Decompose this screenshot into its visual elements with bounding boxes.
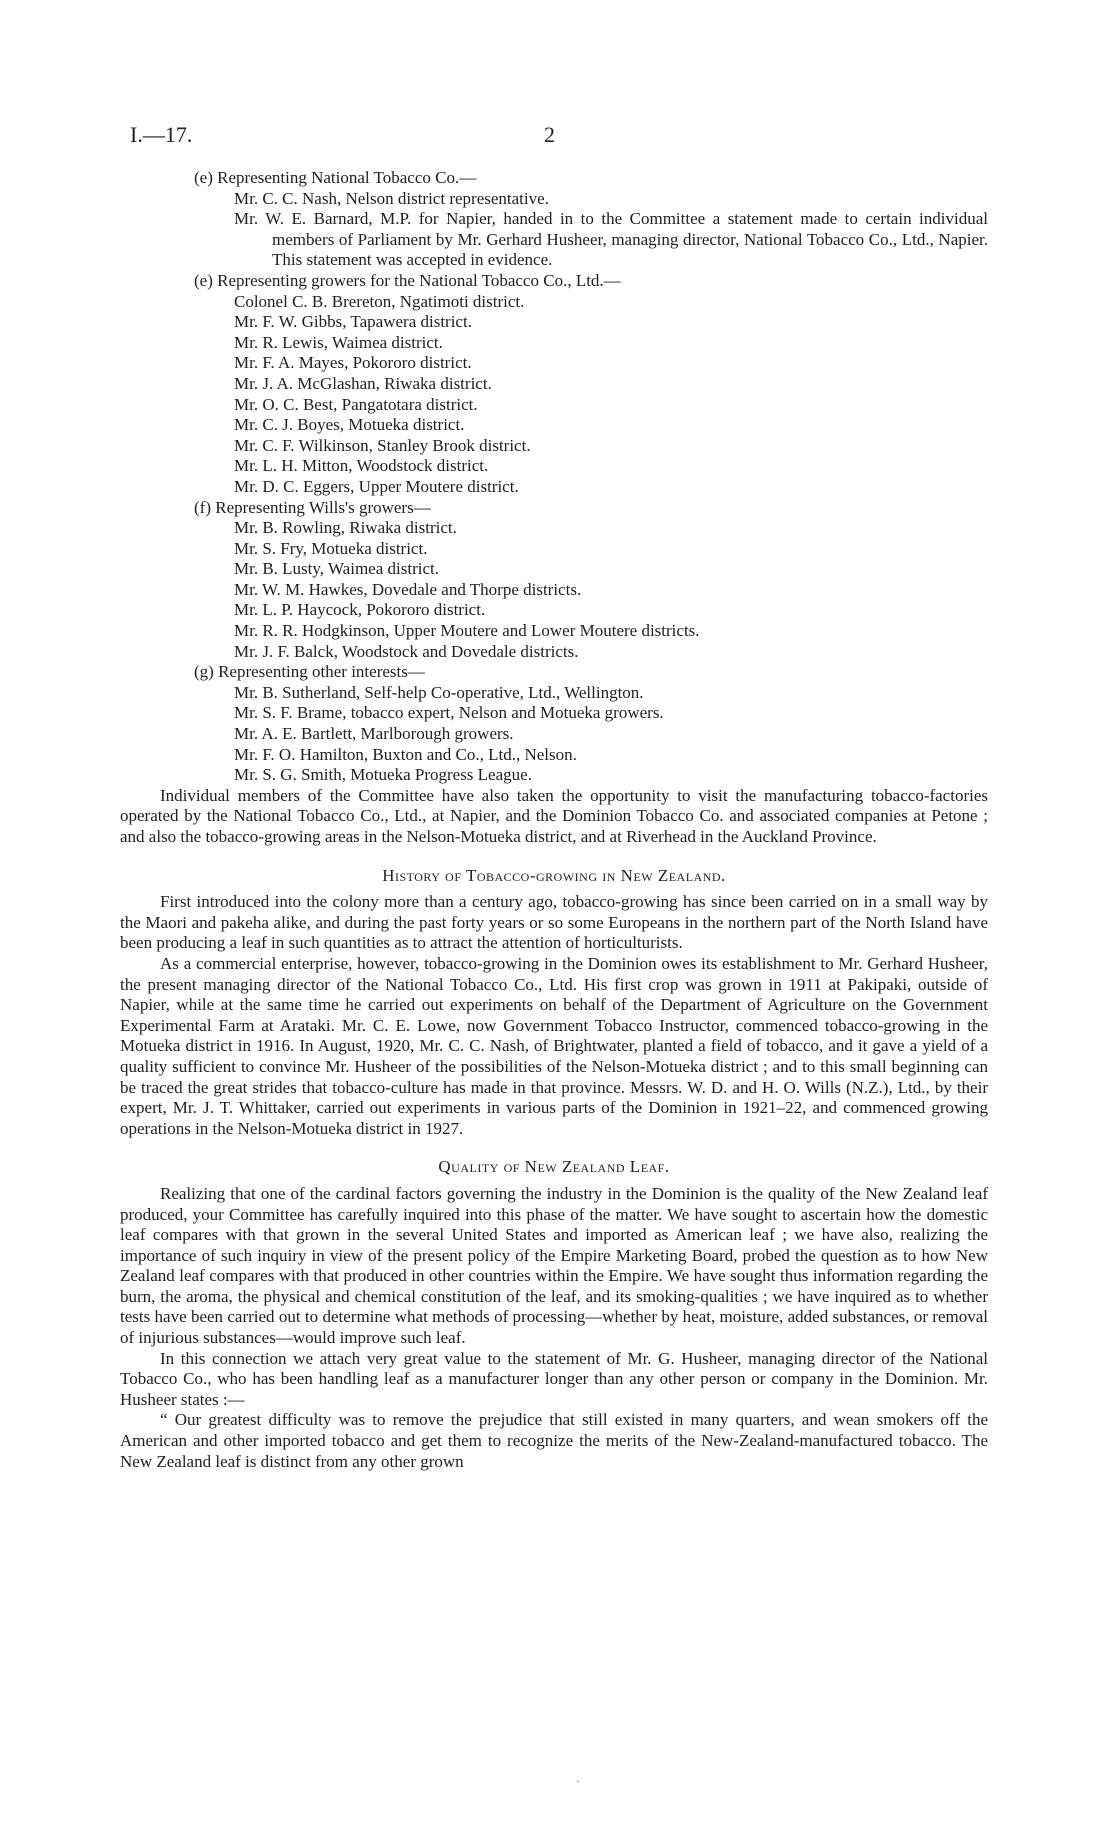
member-line: Mr. O. C. Best, Pangatotara district. xyxy=(234,394,478,414)
member-line: Mr. L. H. Mitton, Woodstock district. xyxy=(234,456,489,476)
member-line: Mr. S. Fry, Motueka district. xyxy=(234,538,428,558)
member-line: Mr. B. Sutherland, Self-help Co-operative, Ltd., Wellington. xyxy=(234,682,644,702)
group-label: (g) Representing other interests— xyxy=(194,662,425,682)
member-line: Mr. C. F. Wilkinson, Stanley Brook district. xyxy=(234,435,531,455)
quality-paragraph: Realizing that one of the cardinal factors governing the industry in the Dominion is the quality of the New Zealand leaf produced, your Committee has carefully inquired into this phase of the matter. We have sought to ascertain how the domestic leaf compares with that grown in the several United States and imported as American leaf ; we have also, realizing the importance of such inquiry in view of the present policy of the Empire Marketing Board, probed the question as to how New Zealand leaf compares with that produced in other countries within the Empire. We have sought thus information regarding the burn, the aroma, the physical and chemical constitution of the leaf, and its smoking-qualities ; we have inquired as to whether tests have been carried out to determine what methods of processing—whether by heat, moisture, added substances, or removal of injurious substances—would improve such leaf. xyxy=(120,1183,988,1348)
member-line: Mr. R. R. Hodgkinson, Upper Moutere and Lower Moutere districts. xyxy=(234,621,700,641)
member-line: Mr. L. P. Haycock, Pokororo district. xyxy=(234,600,486,620)
section-heading-quality: Quality of New Zealand Leaf. xyxy=(438,1157,670,1177)
member-line: Mr. W. E. Barnard, M.P. for Napier, handed in to the Committee a statement made to certain individual members of Parliament by Mr. Gerhard Husheer, managing director, National Tobacco Co., Ltd., Napier. This statement was accepted in evidence. xyxy=(234,209,988,270)
section-heading-history: History of Tobacco-growing in New Zealand. xyxy=(382,865,726,885)
member-line: Mr. C. J. Boyes, Motueka district. xyxy=(234,415,465,435)
group-label: (e) Representing growers for the National Tobacco Co., Ltd.— xyxy=(194,270,621,290)
group-label: (e) Representing National Tobacco Co.— xyxy=(194,168,477,187)
member-line: Mr. J. F. Balck, Woodstock and Dovedale districts. xyxy=(234,641,579,661)
document-body xyxy=(120,168,988,1472)
history-paragraph: As a commercial enterprise, however, tobacco-growing in the Dominion owes its establishment to Mr. Gerhard Husheer, the present managing director of the National Tobacco Co., Ltd. His first crop was grown in 1911 at Pakipaki, outside of Napier, while at the same time he carried out experiments on behalf of the Department of Agriculture on the Government Experimental Farm at Arataki. Mr. C. E. Lowe, now Government Tobacco Instructor, commenced tobacco-growing in the Motueka district in 1916. In August, 1920, Mr. C. C. Nash, of Brightwater, planted a field of tobacco, and it gave a yield of a quality sufficient to convince Mr. Husheer of the possibilities of the Nelson-Motueka district ; and to this small beginning can be traced the great strides that tobacco-culture has made in that province. Messrs. W. D. and H. O. Wills (N.Z.), Ltd., by their expert, Mr. J. T. Whittaker, carried out experiments in various parts of the Dominion in 1921–22, and commenced growing operations in the Nelson-Motueka district in 1927. xyxy=(120,953,988,1138)
member-line: Mr. F. O. Hamilton, Buxton and Co., Ltd., Nelson. xyxy=(234,744,577,764)
member-line: Colonel C. B. Brereton, Ngatimoti district. xyxy=(234,291,525,311)
member-line: Mr. S. G. Smith, Motueka Progress League. xyxy=(234,765,532,785)
history-paragraph: First introduced into the colony more than a century ago, tobacco-growing has since been carried on in a small way by the Maori and pakeha alike, and during the past forty years or so some Europeans in the northern part of the North Island have been producing a leaf in such quantities as to attract the attention of horticulturists. xyxy=(120,892,988,953)
member-line: Mr. F. W. Gibbs, Tapawera district. xyxy=(234,312,472,332)
member-line: Mr. S. F. Brame, tobacco expert, Nelson and Motueka growers. xyxy=(234,703,664,723)
page-number: 2 xyxy=(544,122,555,147)
member-line: Mr. J. A. McGlashan, Riwaka district. xyxy=(234,373,492,393)
group-label: (f) Representing Wills's growers— xyxy=(194,497,431,517)
member-line: Mr. A. E. Bartlett, Marlborough growers. xyxy=(234,724,514,744)
document-reference: I.—17. xyxy=(130,122,193,147)
member-line: Mr. C. C. Nash, Nelson district representative. xyxy=(234,188,549,208)
running-header xyxy=(0,122,1114,152)
member-line: Mr. F. A. Mayes, Pokororo district. xyxy=(234,353,472,373)
member-line: Mr. B. Rowling, Riwaka district. xyxy=(234,518,457,538)
member-line: Mr. D. C. Eggers, Upper Moutere district. xyxy=(234,476,519,496)
member-line: Mr. W. M. Hawkes, Dovedale and Thorpe districts. xyxy=(234,579,582,599)
quoted-statement: “ Our greatest difficulty was to remove the prejudice that still existed in many quarters, and wean smokers off the American and other imported tobacco and get them to recognize the merits of the New-Zealand-manufactured tobacco. The New Zealand leaf is distinct from any other grown xyxy=(120,1410,988,1471)
printer-mark: · xyxy=(576,1774,580,1788)
visits-paragraph: Individual members of the Committee have also taken the opportunity to visit the manufacturing tobacco-factories operated by the National Tobacco Co., Ltd., at Napier, and the Dominion Tobacco Co. and associated companies at Petone ; and also the tobacco-growing areas in the Nelson-Motueka district, and at Riverhead in the Auckland Province. xyxy=(120,785,988,846)
quality-paragraph: In this connection we attach very great value to the statement of Mr. G. Husheer, managing director of the National Tobacco Co., who has been handling leaf as a manufacturer longer than any other person or company in the Dominion. Mr. Husheer states :— xyxy=(120,1348,988,1409)
member-line: Mr. R. Lewis, Waimea district. xyxy=(234,332,443,352)
member-line: Mr. B. Lusty, Waimea district. xyxy=(234,559,439,579)
